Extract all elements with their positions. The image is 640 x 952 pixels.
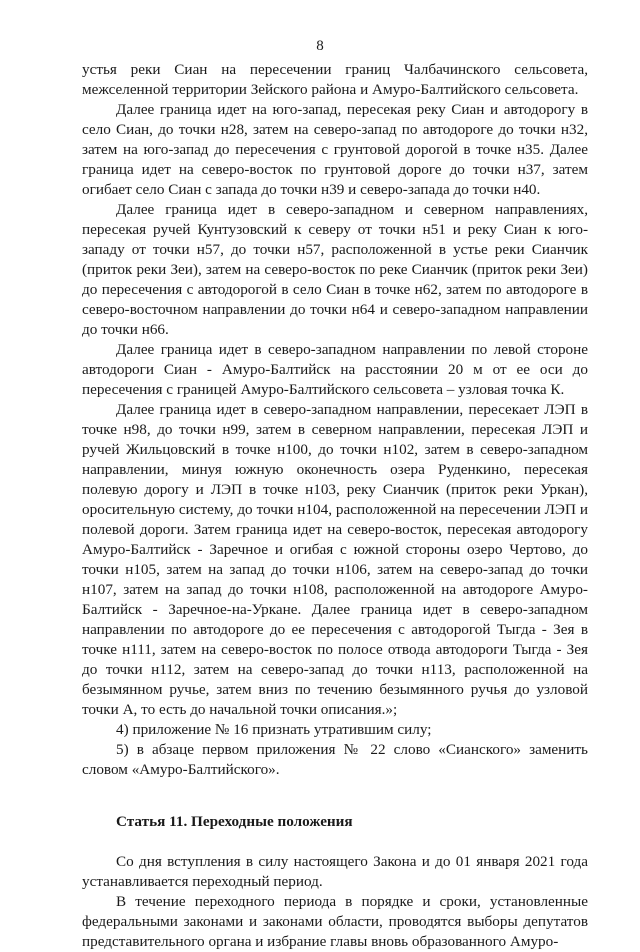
paragraph-continuation: устья реки Сиан на пересечении границ Чалбачинского сельсовета, межселенной территории Зейского района и Амуро-Балтийского сельсовета. <box>82 61 588 98</box>
paragraph-boundary-road-sian: Далее граница идет в северо-западном направлении по левой стороне автодороги Сиан - Амуро-Балтийск на расстоянии 20 м от ее оси до пересечения с границей Амуро-Балтийского сельсовета – узловая точка К. <box>82 341 588 398</box>
paragraph-transition-elections: В течение переходного периода в порядке и сроки, установленные федеральными законами и законами области, проводятся выборы депутатов представительного органа и избрание главы вновь образованного Амуро- <box>82 893 588 950</box>
article-heading: Статья 11. Переходные положения <box>116 813 353 830</box>
document-body <box>82 60 588 952</box>
paragraph-boundary-southwest: Далее граница идет на юго-запад, пересекая реку Сиан и автодорогу в село Сиан, до точки н28, затем на северо-запад по автодороге до точки н32, затем на юго-запад до пересечения с грунтовой дорогой в точке н35. Далее граница идет на северо-восток по грунтовой дороге до точки н37, затем огибает село Сиан с запада до точки н39 и северо-запада до точки н40. <box>82 101 588 198</box>
paragraph-boundary-northwest-north: Далее граница идет в северо-западном и северном направлениях, пересекая ручей Кунтузовский к северу от точки н51 и реку Сиан к юго-западу от точки н57, до точки н57, расположенной в устье реки Сианчик (приток реки Зеи), затем на северо-восток по реке Сианчик (приток реки Зеи) до пересечения с автодорогой в село Сиан в точке н62, затем по автодороге в северо-восточном направлении до точки н64 и северо-западном направлении до точки н66. <box>82 201 588 338</box>
paragraph-item-4: 4) приложение № 16 признать утратившим силу; <box>116 721 432 738</box>
paragraph-boundary-final: Далее граница идет в северо-западном направлении, пересекает ЛЭП в точке н98, до точки н99, затем в северном направлении, пересекая ЛЭП и ручей Жильцовский в точке н100, до точки н102, затем в северо-западном направлении, минуя южную оконечность озера Руденкино, пересекая полевую дорогу и ЛЭП в точке н103, реку Сианчик (приток реки Уркан), оросительную систему, до точки н104, расположенной на пересечении ЛЭП и полевой дороги. Затем граница идет на северо-восток, пересекая автодорогу Амуро-Балтийск - Заречное и огибая с южной стороны озеро Чертово, до точки н105, затем на запад до точки н106, затем на северо-запад до точки н107, затем на запад до точки н108, расположенной на автодороге Амуро-Балтийск - Заречное-на-Уркане. Далее граница идет в северо-западном направлении по автодороге до ее пересечения с автодорогой Тыгда - Зея в точке н111, затем на северо-восток по полосе отвода автодороги Тыгда - Зея до точки н112, затем на северо-запад до точки н113, расположенной на безымянном ручье, затем вниз по течению безымянного ручья до узловой точки А, то есть до начальной точки описания.»; <box>82 401 588 718</box>
page-number: 8 <box>316 38 324 54</box>
paragraph-transition-period: Со дня вступления в силу настоящего Закона и до 01 января 2021 года устанавливается переходный период. <box>82 853 588 890</box>
paragraph-item-5: 5) в абзаце первом приложения № 22 слово «Сианского» заменить словом «Амуро-Балтийского». <box>82 741 588 778</box>
